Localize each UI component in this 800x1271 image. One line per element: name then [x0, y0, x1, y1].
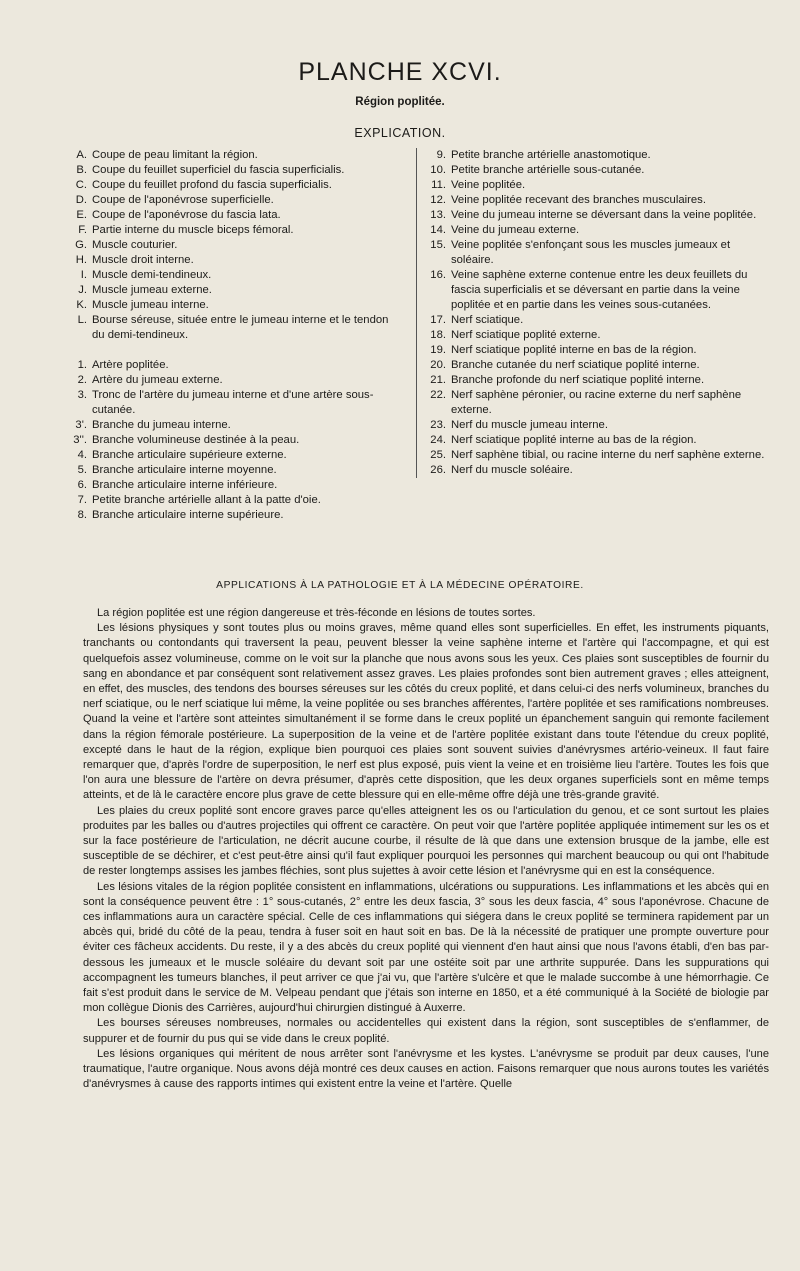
- legend-key: 14.: [430, 224, 446, 236]
- legend-text: Branche du jumeau interne.: [92, 419, 231, 431]
- legend-text: Coupe de l'aponévrose du fascia lata.: [92, 209, 281, 221]
- plate-title: PLANCHE XCVI.: [298, 58, 502, 86]
- paragraph: Les plaies du creux poplité sont encore graves parce qu'elles atteignent les os ou l'articulation du genou, et ce sont surtout les plaies produites par les balles ou d'autres projectiles qui offrent ce caractère. On peut voir que l'artère poplitée appliquée intimement sur les os et sur la face postérieure de l'articulation, ne décrit aucune courbe, il résulte de là que dans une extension brusque de la jambe, elle est susceptible de se déchirer, et c'est peut-être ainsi qu'il faut expliquer pourquoi les personnes qui marchent beaucoup ou qui ont l'habitude de rester longtemps assises les jambes fléchies, sont plus sujettes à avoir cette lésion et l'anévrysme qui en est la conséquence.: [83, 804, 769, 878]
- paragraph: Les bourses séreuses nombreuses, normales ou accidentelles qui existent dans la région, sont susceptibles de s'enflammer, de suppurer et de fournir du pus qui se vide dans le creux poplité.: [83, 1017, 769, 1045]
- legend-text: Coupe du feuillet superficiel du fascia superficialis.: [92, 164, 345, 176]
- paragraph: Les lésions vitales de la région poplitée consistent en inflammations, ulcérations ou suppurations. Les inflammations et les abcès qui en sont la conséquence peuvent être : 1° sous-cutanés, 2° entre les deux fascia, 3° sous les deux fascia, 4° sous l'aponévrose. Chacune de ces inflammations aura un caractère spécial. Celle de ces inflammations qui siégera dans le creux poplité se terminera rapidement par un abcès qui, bridé du côté de la peau, tendra à fuser soit en haut soit en bas. De là la nécessité de pratiquer une prompte ouverture pour éviter ces fâcheux accidents. Du reste, il y a des abcès du creux poplité qui viennent d'en haut ainsi que nous l'avons établi, d'en bas par-dessous les jumeaux et le muscle soléaire du devant soit par une ostéite soit par une arthrite suppurée. Dans les suppurations qui accompagnent les tumeurs blanches, il peut arriver ce que j'ai vu, que l'artère s'ulcère et que le malade succombe à une hémorrhagie. Ce fait s'est produit dans le service de M. Velpeau pendant que j'étais son interne en 1850, et a été communiqué à la Société de biologie par mon collègue Dionis des Carrières, aujourd'hui chirurgien distingué à Auxerre.: [83, 880, 769, 1015]
- legend-item: [425, 313, 773, 328]
- legend-item: [64, 148, 402, 163]
- legend-text: Nerf saphène péronier, ou racine externe du nerf saphène externe.: [451, 389, 742, 416]
- legend-item: [64, 358, 402, 373]
- legend-item: [64, 508, 402, 523]
- legend-item: [425, 148, 773, 163]
- legend-text: Tronc de l'artère du jumeau interne et d'une artère sous-cutanée.: [92, 389, 374, 416]
- legend-item: [425, 328, 773, 343]
- explication-title: EXPLICATION.: [354, 126, 446, 140]
- legend-text: Partie interne du muscle biceps fémoral.: [92, 224, 294, 236]
- legend-key: A.: [76, 149, 87, 161]
- legend-left-column: [64, 148, 402, 523]
- legend-text: Nerf du muscle jumeau interne.: [451, 419, 608, 431]
- legend-item: [425, 388, 773, 418]
- legend-text: Coupe de l'aponévrose superficielle.: [92, 194, 274, 206]
- body-text: [83, 606, 769, 1093]
- legend-item: [425, 373, 773, 388]
- legend-item: [64, 208, 402, 223]
- legend-text: Muscle couturier.: [92, 239, 178, 251]
- legend-key: 5.: [77, 464, 87, 476]
- legend-item: [425, 208, 773, 223]
- legend-key: 24.: [430, 434, 446, 446]
- legend-item: [64, 268, 402, 283]
- legend-item: [64, 448, 402, 463]
- legend-item: [425, 463, 773, 478]
- legend-key: E.: [76, 209, 87, 221]
- number-legend-left: [64, 358, 402, 523]
- legend-key: 9.: [436, 149, 446, 161]
- legend-item: [425, 418, 773, 433]
- legend-key: 4.: [77, 449, 87, 461]
- paragraph: Les lésions organiques qui méritent de nous arrêter sont l'anévrysme et les kystes. L'anévrysme se produit par deux causes, l'une traumatique, l'autre organique. Nous avons déjà montré ces deux causes en action. Faisons remarquer que nous aurons toutes les variétés d'anévrysmes à cause des rapports intimes qui existent entre la veine et l'artère. Quelle: [83, 1047, 769, 1091]
- paragraph: Les lésions physiques y sont toutes plus ou moins graves, même quand elles sont superficielles. En effet, les instruments piquants, tranchants ou contondants qui traversent la peau, peuvent blesser la veine saphène interne et l'artère qui l'accompagne, et qui est quelquefois assez volumineuse, comme on le voit sur la planche que nous avons sous les yeux. Ces plaies sont susceptibles de fournir du sang en abondance et par conséquent sont relativement assez graves. Les plaies profondes sont bien autrement graves ; elles atteignent, en effet, des muscles, des tendons des bourses séreuses sur les côtés du creux poplité, et dans celui-ci des nerfs volumineux, branches du nerf sciatique, ou le nerf sciatique lui même, la veine poplitée ou ses branches afférentes, l'artère poplitée et ses ramifications nombreuses. Quand la veine et l'artère sont atteintes simultanément il se forme dans le creux poplité un épanchement sanguin qui remonte facilement dans la région fémorale postérieure. La superposition de la veine et de l'artère poplitée existant dans toute l'étendue du creux poplité, excepté dans le haut de la région, explique bien pourquoi ces plaies sont souvent suivies d'anévrysmes artério-veineux. Il faut faire remarquer que, d'après l'ordre de superposition, le nerf est plus exposé, puis vient la veine et en troisième lieu l'artère. Toutes les fois que l'on aura une blessure de l'artère on devra présumer, d'après cette disposition, que les deux organes superficiels sont en même temps atteints, et de là le caractère encore plus grave de cette blessure qui en elle-même offre déjà une très-grande gravité.: [83, 622, 769, 802]
- legend-item: [425, 178, 773, 193]
- legend-item: [425, 448, 773, 463]
- legend-item: [64, 313, 402, 343]
- legend-text: Nerf saphène tibial, ou racine interne du nerf saphène externe.: [451, 449, 765, 461]
- legend-item: [425, 238, 773, 268]
- legend-key: 13.: [430, 209, 446, 221]
- legend-key: 2.: [77, 374, 87, 386]
- legend-text: Branche articulaire interne inférieure.: [92, 479, 278, 491]
- legend-item: [64, 283, 402, 298]
- legend-text: Muscle demi-tendineux.: [92, 269, 212, 281]
- legend-key: 18.: [430, 329, 446, 341]
- legend-key: 22.: [430, 389, 446, 401]
- legend-item: [425, 343, 773, 358]
- legend-text: Nerf du muscle soléaire.: [451, 464, 573, 476]
- legend-text: Petite branche artérielle anastomotique.: [451, 149, 651, 161]
- legend-key: 17.: [430, 314, 446, 326]
- legend-text: Branche articulaire interne moyenne.: [92, 464, 277, 476]
- legend-key: 3.: [77, 389, 87, 401]
- legend-item: [425, 433, 773, 448]
- legend-item: [64, 178, 402, 193]
- legend-text: Veine poplitée recevant des branches musculaires.: [451, 194, 706, 206]
- legend-key: G.: [75, 239, 87, 251]
- legend-text: Nerf sciatique poplité interne au bas de la région.: [451, 434, 697, 446]
- legend-key: 12.: [430, 194, 446, 206]
- legend-item: [64, 193, 402, 208]
- legend-key: 6.: [77, 479, 87, 491]
- legend-item: [425, 223, 773, 238]
- legend-text: Branche articulaire supérieure externe.: [92, 449, 287, 461]
- legend-text: Veine saphène externe contenue entre les deux feuillets du fascia superficialis et se déversant en partie dans la veine poplitée et en partie dans les veines sous-cutanées.: [451, 269, 748, 311]
- legend-item: [64, 163, 402, 178]
- legend-text: Petite branche artérielle sous-cutanée.: [451, 164, 645, 176]
- legend-key: I.: [80, 269, 87, 281]
- number-legend-right: [425, 148, 773, 478]
- legend-text: Branche profonde du nerf sciatique poplité interne.: [451, 374, 705, 386]
- legend-key: B.: [76, 164, 87, 176]
- legend-text: Muscle droit interne.: [92, 254, 194, 266]
- legend-key: 19.: [430, 344, 446, 356]
- legend-key: 10.: [430, 164, 446, 176]
- legend-text: Veine poplitée s'enfonçant sous les muscles jumeaux et soléaire.: [451, 239, 731, 266]
- legend-text: Nerf sciatique.: [451, 314, 524, 326]
- legend-key: K.: [76, 299, 87, 311]
- legend-key: L.: [77, 314, 87, 326]
- legend-text: Artère poplitée.: [92, 359, 169, 371]
- legend-text: Coupe du feuillet profond du fascia superficialis.: [92, 179, 332, 191]
- legend-right-column: [416, 148, 773, 478]
- legend-key: H.: [75, 254, 87, 266]
- legend-key: 21.: [430, 374, 446, 386]
- legend-text: Muscle jumeau interne.: [92, 299, 209, 311]
- legend-text: Veine du jumeau interne se déversant dans la veine poplitée.: [451, 209, 757, 221]
- region-title: Région poplitée.: [355, 96, 445, 108]
- legend-item: [64, 253, 402, 268]
- legend-text: Muscle jumeau externe.: [92, 284, 212, 296]
- legend-text: Nerf sciatique poplité externe.: [451, 329, 601, 341]
- legend-text: Veine du jumeau externe.: [451, 224, 580, 236]
- legend-text: Petite branche artérielle allant à la patte d'oie.: [92, 494, 321, 506]
- legend-item: [64, 238, 402, 253]
- legend-key: 11.: [431, 179, 446, 191]
- legend-item: [64, 493, 402, 508]
- legend-item: [425, 193, 773, 208]
- legend-key: 3''.: [73, 434, 87, 446]
- legend-text: Nerf sciatique poplité interne en bas de la région.: [451, 344, 697, 356]
- legend-text: Veine poplitée.: [451, 179, 526, 191]
- legend-key: C.: [75, 179, 87, 191]
- legend-key: 25.: [430, 449, 446, 461]
- legend-item: [64, 478, 402, 493]
- legend-item: [425, 358, 773, 373]
- legend-item: [64, 433, 402, 448]
- legend-text: Branche cutanée du nerf sciatique poplité interne.: [451, 359, 700, 371]
- legend-text: Branche articulaire interne supérieure.: [92, 509, 284, 521]
- legend-key: D.: [75, 194, 87, 206]
- legend-item: [64, 388, 402, 418]
- letter-legend: [64, 148, 402, 343]
- applications-title: APPLICATIONS À LA PATHOLOGIE ET À LA MÉDECINE OPÉRATOIRE.: [216, 580, 584, 591]
- legend-text: Bourse séreuse, située entre le jumeau interne et le tendon du demi-tendineux.: [92, 314, 389, 341]
- legend-item: [64, 418, 402, 433]
- legend-item: [64, 223, 402, 238]
- legend-item: [64, 373, 402, 388]
- legend-key: 16.: [430, 269, 446, 281]
- legend-item: [425, 268, 773, 313]
- legend-key: 7.: [77, 494, 87, 506]
- legend-text: Branche volumineuse destinée à la peau.: [92, 434, 300, 446]
- legend-item: [64, 463, 402, 478]
- legend-key: F.: [78, 224, 87, 236]
- legend-key: 20.: [430, 359, 446, 371]
- legend-text: Coupe de peau limitant la région.: [92, 149, 258, 161]
- legend-item: [64, 298, 402, 313]
- paragraph: La région poplitée est une région dangereuse et très-féconde en lésions de toutes sortes.: [97, 607, 536, 619]
- legend-key: 1.: [77, 359, 87, 371]
- legend-item: [425, 163, 773, 178]
- legend-key: 15.: [430, 239, 446, 251]
- legend-key: 3'.: [75, 419, 87, 431]
- legend-key: 23.: [430, 419, 446, 431]
- legend-key: 26.: [430, 464, 446, 476]
- legend-key: J.: [78, 284, 87, 296]
- legend-text: Artère du jumeau externe.: [92, 374, 223, 386]
- legend-key: 8.: [77, 509, 87, 521]
